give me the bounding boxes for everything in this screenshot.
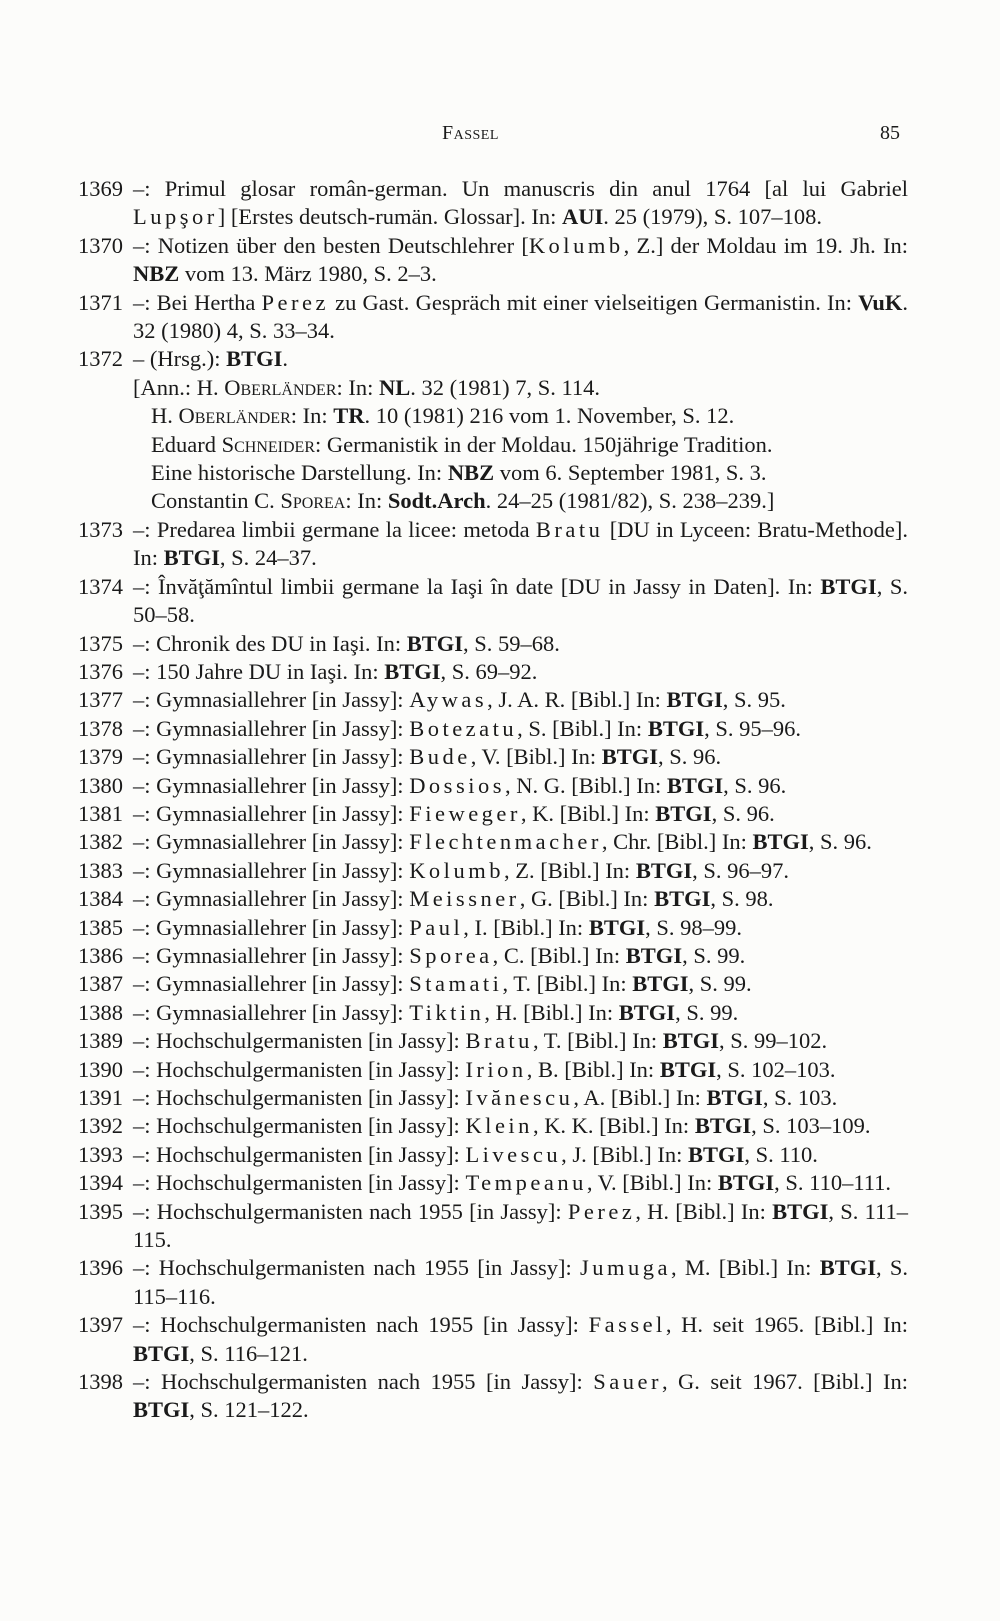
entry-text: , S. 96–97. [692, 857, 789, 883]
entry-number: 1386 [78, 942, 123, 968]
bibliography-entry [78, 1084, 908, 1112]
entry-number: 1380 [78, 772, 123, 798]
entry-text: zu Gast. Gespräch mit einer vielseitigen Germanistin. In: [328, 289, 859, 315]
journal-abbreviation: BTGI [226, 346, 283, 372]
bibliography-entry [78, 345, 908, 373]
spaced-name: Stamati [409, 971, 503, 997]
entry-text: , T. [Bibl.] In: [502, 971, 633, 997]
entry-text: , V. [Bibl.] In: [470, 744, 602, 770]
bibliography-entry [78, 1027, 908, 1055]
entry-text: , S. 95–96. [704, 715, 801, 741]
author-name: Oberländer [178, 403, 291, 429]
entry-text: , S. 99. [688, 971, 752, 997]
spaced-name: Aywas [409, 687, 488, 713]
entry-text: –: Hochschulgermanisten [in Jassy]: [133, 1170, 466, 1196]
entry-text: , S. 115–116. [133, 1255, 908, 1309]
spaced-name: Botezatu [409, 715, 518, 741]
entry-number: 1389 [78, 1028, 123, 1054]
spaced-name: Klein [465, 1113, 533, 1139]
entry-text: , S. 50–58. [133, 573, 908, 628]
entry-text: . 25 (1979), S. 107–108. [603, 204, 823, 230]
journal-abbreviation: BTGI [666, 687, 723, 713]
journal-abbreviation: BTGI [133, 1340, 190, 1366]
entry-text: , S. 103–109. [751, 1113, 871, 1139]
entry-text: [Ann.: H. [133, 374, 225, 400]
author-name: Schneider [221, 431, 316, 457]
entry-number: 1387 [78, 971, 123, 997]
entry-number: 1395 [78, 1198, 123, 1224]
entry-text: vom 13. März 1980, S. 2–3. [179, 261, 437, 287]
entry-number: 1397 [78, 1312, 123, 1338]
entry-text: –: Primul glosar român-german. Un manuscris din anul 1764 [al lui Gabriel [133, 176, 908, 201]
annotation-line [133, 374, 908, 402]
spaced-name: Meissner [409, 886, 520, 912]
spaced-name: Fassel [588, 1312, 666, 1338]
entry-text: –: Gymnasiallehrer [in Jassy]: [133, 886, 410, 912]
entry-text: , S. 102–103. [716, 1056, 836, 1082]
entry-text: –: Hochschulgermanisten [in Jassy]: [133, 1056, 466, 1082]
entry-text: , T. [Bibl.] In: [532, 1028, 663, 1054]
journal-abbreviation: BTGI [706, 1085, 763, 1110]
bibliography-entry [78, 1056, 908, 1084]
entry-text: ] [Erstes deutsch-rumän. Glossar]. In: [217, 204, 563, 230]
entry-text: , S. 121–122. [189, 1397, 309, 1423]
entry-text: , S. 99–102. [719, 1028, 828, 1054]
entry-number: 1391 [78, 1085, 123, 1110]
bibliography-entry [78, 914, 908, 942]
annotation-line [133, 431, 908, 459]
spaced-name: Sauer [593, 1369, 662, 1395]
entry-text: Eduard [151, 431, 222, 457]
entry-text: , G. [Bibl.] In: [519, 886, 655, 912]
annotation-line [133, 402, 908, 430]
entry-number: 1378 [78, 715, 123, 741]
entry-number: 1382 [78, 829, 123, 855]
entry-number: 1371 [78, 289, 123, 315]
entry-text: –: Gymnasiallehrer [in Jassy]: [133, 715, 410, 741]
entry-number: 1369 [78, 176, 123, 201]
journal-abbreviation: BTGI [752, 829, 809, 855]
entry-text: –: Gymnasiallehrer [in Jassy]: [133, 971, 410, 997]
bibliography-entry [78, 857, 908, 885]
entry-text: –: Învăţămîntul limbii germane la Iaşi în date [DU in Jassy in Daten]. In: [133, 573, 821, 599]
entry-text: : In: [345, 488, 388, 514]
running-title: Fassel [442, 122, 499, 144]
bibliography-entry [78, 800, 908, 828]
entry-number: 1375 [78, 630, 123, 656]
journal-abbreviation: BTGI [717, 1170, 775, 1196]
spaced-name: Irion [465, 1056, 527, 1082]
entry-number: 1385 [78, 914, 123, 940]
spaced-name: Tempeanu [465, 1170, 587, 1196]
entry-text: , K. [Bibl.] In: [520, 800, 656, 826]
bibliography-entry [78, 630, 908, 658]
entry-text: , Chr. [Bibl.] In: [601, 829, 753, 855]
bibliography-entry [78, 999, 908, 1027]
journal-abbreviation: AUI [562, 204, 604, 230]
journal-abbreviation: BTGI [772, 1198, 829, 1224]
entry-text: , J. A. R. [Bibl.] In: [487, 687, 667, 713]
entry-text: H. [151, 403, 179, 429]
entry-text: . 24–25 (1981/82), S. 238–239.] [485, 488, 775, 514]
entry-text: , Z. [Bibl.] In: [503, 857, 636, 883]
spaced-name: Perez [261, 289, 329, 315]
journal-abbreviation: Sodt.Arch [387, 488, 486, 514]
entry-text: , H. seit 1965. [Bibl.] In: [665, 1312, 908, 1338]
entry-number: 1383 [78, 857, 123, 883]
entry-text: , S. 96. [711, 800, 775, 826]
spaced-name: Bratu [535, 516, 604, 542]
entry-number: 1381 [78, 800, 123, 826]
entry-text: –: Gymnasiallehrer [in Jassy]: [133, 914, 410, 940]
entry-text: , S. 116–121. [189, 1340, 308, 1366]
entry-text: . [282, 346, 289, 372]
entry-text: – (Hrsg.): [133, 346, 227, 372]
journal-abbreviation: BTGI [406, 630, 464, 656]
entry-number: 1392 [78, 1113, 123, 1139]
spaced-name: Kolumb [528, 232, 624, 258]
journal-abbreviation: NBZ [133, 261, 180, 287]
bibliography-list [78, 175, 908, 1425]
spaced-name: Tiktin [409, 999, 485, 1025]
bibliography-entry [78, 1169, 908, 1197]
bibliography-entry [78, 658, 908, 686]
journal-abbreviation: BTGI [662, 1028, 720, 1054]
entry-text: –: 150 Jahre DU in Iaşi. In: [133, 658, 385, 684]
entry-text: Eine historische Darstellung. In: [151, 460, 448, 486]
bibliography-entry [78, 743, 908, 771]
entry-text: , Z.] der Moldau im 19. Jh. In: [623, 232, 908, 258]
entry-text: –: Chronik des DU in Iaşi. In: [133, 630, 407, 656]
entry-number: 1374 [78, 573, 123, 599]
entry-text: , K. K. [Bibl.] In: [532, 1113, 695, 1139]
bibliography-entry [78, 715, 908, 743]
spaced-name: Flechtenmacher [409, 829, 602, 855]
entry-text: , S. 99. [682, 942, 746, 968]
entry-text: [DU in Lyceen: Bratu-Methode]. In: [133, 516, 908, 571]
journal-abbreviation: BTGI [618, 999, 676, 1025]
journal-abbreviation: BTGI [819, 1255, 876, 1281]
entry-text: –: Hochschulgermanisten [in Jassy]: [133, 1141, 466, 1167]
entry-text: : In: [290, 403, 334, 429]
entry-number: 1396 [78, 1255, 123, 1281]
entry-text: –: Gymnasiallehrer [in Jassy]: [133, 857, 410, 883]
entry-number: 1370 [78, 232, 123, 258]
annotation-line [133, 487, 908, 515]
entry-text: , S. 96. [658, 744, 722, 770]
journal-abbreviation: BTGI [659, 1056, 717, 1082]
bibliography-entry [78, 942, 908, 970]
entry-number: 1390 [78, 1056, 123, 1082]
entry-text: , V. [Bibl.] In: [586, 1170, 718, 1196]
entry-number: 1384 [78, 886, 123, 912]
entry-text: , M. [Bibl.] In: [671, 1255, 820, 1281]
spaced-name: Bratu [465, 1028, 533, 1054]
spaced-name: Dossios [409, 772, 505, 798]
entry-number: 1398 [78, 1369, 123, 1395]
spaced-name: Jumuga [580, 1255, 671, 1281]
entry-text: , H. [Bibl.] In: [484, 999, 619, 1025]
spaced-name: Lupşor [133, 204, 218, 230]
journal-abbreviation: BTGI [625, 942, 683, 968]
entry-text: , J. [Bibl.] In: [561, 1141, 689, 1167]
spaced-name: Livescu [465, 1141, 562, 1167]
entries-block-1 [78, 175, 908, 374]
entry-text: , S. 99. [675, 999, 739, 1025]
entry-text: –: Hochschulgermanisten nach 1955 [in Jassy]: [133, 1198, 568, 1224]
entry-text: –: Gymnasiallehrer [in Jassy]: [133, 744, 410, 770]
entry-text: –: Hochschulgermanisten [in Jassy]: [133, 1085, 466, 1110]
entry-text: , S. 110. [744, 1141, 818, 1167]
entry-number: 1373 [78, 516, 123, 542]
spaced-name: Kolumb [409, 857, 504, 883]
bibliography-entry [78, 1368, 908, 1425]
journal-abbreviation: NL [379, 374, 411, 400]
bibliography-entry [78, 516, 908, 573]
journal-abbreviation: TR [333, 403, 365, 429]
entry-text: . 10 (1981) 216 vom 1. November, S. 12. [364, 403, 735, 429]
entry-text: , I. [Bibl.] In: [463, 914, 589, 940]
entry-number: 1372 [78, 346, 123, 372]
entry-number: 1393 [78, 1141, 123, 1167]
entry-text: –: Hochschulgermanisten nach 1955 [in Jassy]: [133, 1369, 594, 1395]
entry-text: , S. [Bibl.] In: [517, 715, 648, 741]
entry-text: . 32 (1980) 4, S. 33–34. [133, 289, 908, 344]
page-number: 85 [880, 122, 900, 144]
annotation-line [133, 459, 908, 487]
entry-text: , C. [Bibl.] In: [492, 942, 626, 968]
bibliography-entry [78, 232, 908, 289]
journal-abbreviation: BTGI [384, 658, 441, 684]
entry-text: –: Hochschulgermanisten nach 1955 [in Jassy]: [133, 1255, 580, 1281]
entry-text: –: Gymnasiallehrer [in Jassy]: [133, 829, 410, 855]
journal-abbreviation: BTGI [133, 1397, 190, 1423]
entry-text: , S. 98–99. [645, 914, 742, 940]
annotation-block [78, 374, 908, 516]
running-header [0, 122, 1000, 152]
entry-text: , A. [Bibl.] In: [573, 1085, 707, 1110]
bibliography-entry [78, 686, 908, 714]
journal-abbreviation: BTGI [647, 715, 705, 741]
bibliography-entry [78, 1311, 908, 1368]
bibliography-entry [78, 573, 908, 630]
journal-abbreviation: BTGI [635, 857, 693, 883]
entry-text: –: Gymnasiallehrer [in Jassy]: [133, 942, 410, 968]
entry-text: –: Gymnasiallehrer [in Jassy]: [133, 687, 410, 713]
journal-abbreviation: BTGI [820, 573, 877, 599]
entry-text: , S. 95. [722, 687, 786, 713]
spaced-name: Perez [567, 1198, 636, 1224]
entry-text: Constantin C. [151, 488, 281, 514]
entry-number: 1394 [78, 1170, 123, 1196]
journal-abbreviation: VuK [858, 289, 903, 315]
journal-abbreviation: BTGI [666, 772, 724, 798]
entry-text: , S. 103. [762, 1085, 838, 1110]
bibliography-entry [78, 885, 908, 913]
author-name: Oberländer [224, 374, 337, 400]
entries-block-2 [78, 516, 908, 1425]
bibliography-entry [78, 828, 908, 856]
entry-text: : Germanistik in der Moldau. 150jährige Tradition. [315, 431, 773, 457]
journal-abbreviation: BTGI [632, 971, 689, 997]
entry-text: , S. 96. [808, 829, 872, 855]
entry-text: , S. 24–37. [219, 545, 317, 571]
entry-text: , G. seit 1967. [Bibl.] In: [661, 1369, 908, 1395]
entry-text: , S. 110–111. [774, 1170, 892, 1196]
spaced-name: Bude [409, 744, 471, 770]
entry-number: 1388 [78, 999, 123, 1025]
entry-text: , S. 59–68. [463, 630, 560, 656]
journal-abbreviation: BTGI [601, 744, 659, 770]
entry-number: 1377 [78, 687, 123, 713]
entry-number: 1376 [78, 658, 123, 684]
spaced-name: Paul [409, 914, 464, 940]
journal-abbreviation: BTGI [688, 1141, 745, 1167]
entry-text: –: Notizen über den besten Deutschlehrer [ [133, 232, 529, 258]
spaced-name: Sporea [409, 942, 493, 968]
entry-text: –: Gymnasiallehrer [in Jassy]: [133, 772, 410, 798]
journal-abbreviation: BTGI [655, 800, 712, 826]
entry-text: , H. [Bibl.] In: [635, 1198, 773, 1224]
bibliography-entry [78, 1141, 908, 1169]
journal-abbreviation: BTGI [163, 545, 220, 571]
spaced-name: Ivănescu [465, 1085, 574, 1110]
journal-abbreviation: BTGI [694, 1113, 752, 1139]
entry-number: 1379 [78, 744, 123, 770]
entry-text: –: Hochschulgermanisten [in Jassy]: [133, 1113, 466, 1139]
entry-text: vom 6. September 1981, S. 3. [494, 460, 767, 486]
journal-abbreviation: NBZ [447, 460, 495, 486]
bibliography-entry [78, 175, 908, 232]
author-name: Sporea [280, 488, 346, 514]
entry-text: –: Hochschulgermanisten [in Jassy]: [133, 1028, 466, 1054]
bibliography-entry [78, 289, 908, 346]
entry-text: –: Hochschulgermanisten nach 1955 [in Jassy]: [133, 1312, 589, 1338]
journal-abbreviation: BTGI [588, 914, 646, 940]
entry-text: –: Predarea limbii germane la licee: metoda [133, 516, 536, 542]
bibliography-entry [78, 772, 908, 800]
entry-text: , S. 96. [723, 772, 787, 798]
bibliography-entry [78, 1198, 908, 1255]
entry-text: , S. 111–115. [133, 1198, 908, 1253]
bibliography-entry [78, 970, 908, 998]
entry-text: , N. G. [Bibl.] In: [504, 772, 667, 798]
entry-text: . 32 (1981) 7, S. 114. [410, 374, 601, 400]
entry-text: –: Bei Hertha [133, 289, 262, 315]
entry-text: , S. 98. [710, 886, 774, 912]
entry-text: –: Gymnasiallehrer [in Jassy]: [133, 999, 410, 1025]
entry-text: , S. 69–92. [440, 658, 538, 684]
entry-text: : In: [336, 374, 379, 400]
bibliography-entry [78, 1112, 908, 1140]
spaced-name: Fieweger [409, 800, 521, 826]
entry-text: , B. [Bibl.] In: [526, 1056, 660, 1082]
journal-abbreviation: BTGI [654, 886, 711, 912]
bibliography-entry [78, 1254, 908, 1311]
entry-text: –: Gymnasiallehrer [in Jassy]: [133, 800, 410, 826]
